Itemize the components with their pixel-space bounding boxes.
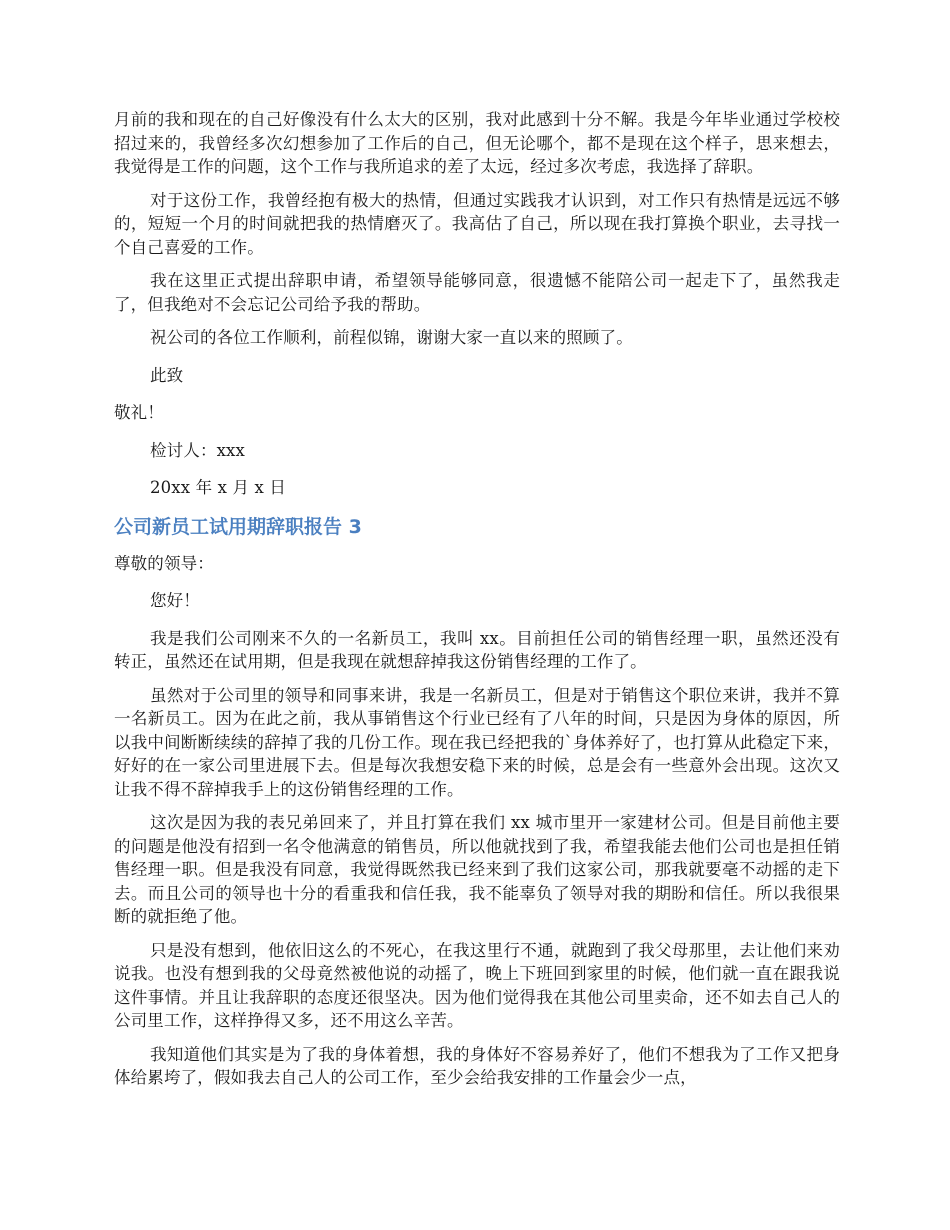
signer-line: 检讨人：xxx bbox=[150, 440, 245, 460]
paragraph: 我知道他们其实是为了我的身体着想，我的身体好不容易养好了，他们不想我为了工作又把身体给累垮了，假如我去自己人的公司工作，至少会给我安排的工作量会少一点， bbox=[114, 1044, 840, 1087]
date-line: 20xx 年 x 月 x 日 bbox=[150, 478, 287, 497]
greeting: 您好！ bbox=[150, 591, 200, 610]
paragraph: 对于这份工作，我曾经抱有极大的热情，但通过实践我才认识到，对工作只有热情是远远不够的，短短一个月的时间就把我的热情磨灭了。我高估了自己，所以现在我打算换个职业，去寻找一个自己喜爱的工作。 bbox=[114, 190, 840, 257]
paragraph: 我是我们公司刚来不久的一名新员工，我叫 xx。目前担任公司的销售经理一职，虽然还没有转正，虽然还在试用期，但是我现在就想辞掉我这份销售经理的工作了。 bbox=[114, 628, 840, 671]
closing-text: 此致 bbox=[150, 365, 184, 385]
paragraph: 月前的我和现在的自己好像没有什么太大的区别，我对此感到十分不解。我是今年毕业通过学校校招过来的，我曾经多次幻想参加了工作后的自己，但无论哪个，都不是现在这个样子，思来想去，我觉得是工作的问题，这个工作与我所追求的差了太远，经过多次考虑，我选择了辞职。 bbox=[114, 110, 840, 176]
paragraph: 这次是因为我的表兄弟回来了，并且打算在我们 xx 城市里开一家建材公司。但是目前他主要的问题是他没有招到一名令他满意的销售员，所以他就找到了我，希望我能去他们公司也是担任销售经理一职。但是我没有同意，我觉得既然我已经来到了我们这家公司，那我就要毫不动摇的走下去。而且公司的领导也十分的看重我和信任我，我不能辜负了领导对我的期盼和信任。所以我很果断的就拒绝了他。 bbox=[114, 813, 840, 926]
salute-text: 敬礼！ bbox=[114, 403, 164, 422]
paragraph: 虽然对于公司里的领导和同事来讲，我是一名新员工，但是对于销售这个职位来讲，我并不算一名新员工。因为在此之前，我从事销售这个行业已经有了八年的时间，只是因为身体的原因，所以我中间断断续续的辞掉了我的几份工作。现在我已经把我的`身体养好了，也打算从此稳定下来，好好的在一家公司里进展下去。但是每次我想安稳下来的时候，总是会有一些意外会出现。这次又让我不得不辞掉我手上的这份销售经理的工作。 bbox=[114, 685, 840, 799]
paragraph: 祝公司的各位工作顺利，前程似锦，谢谢大家一直以来的照顾了。 bbox=[150, 328, 633, 347]
paragraph: 我在这里正式提出辞职申请，希望领导能够同意，很遗憾不能陪公司一起走下了，虽然我走了，但我绝对不会忘记公司给予我的帮助。 bbox=[114, 271, 840, 314]
section-heading: 公司新员工试用期辞职报告 3 bbox=[114, 515, 362, 538]
salutation: 尊敬的领导： bbox=[114, 553, 214, 573]
paragraph: 只是没有想到，他依旧这么的不死心，在我这里行不通，就跑到了我父母那里，去让他们来劝说我。也没有想到我的父母竟然被他说的动摇了，晚上下班回到家里的时候，他们就一直在跟我说这件事情。并且让我辞职的态度还很坚决。因为他们觉得我在其他公司里卖命，还不如去自己人的公司里工作，这样挣得又多，还不用这么辛苦。 bbox=[114, 940, 840, 1030]
document-body bbox=[114, 108, 840, 1100]
